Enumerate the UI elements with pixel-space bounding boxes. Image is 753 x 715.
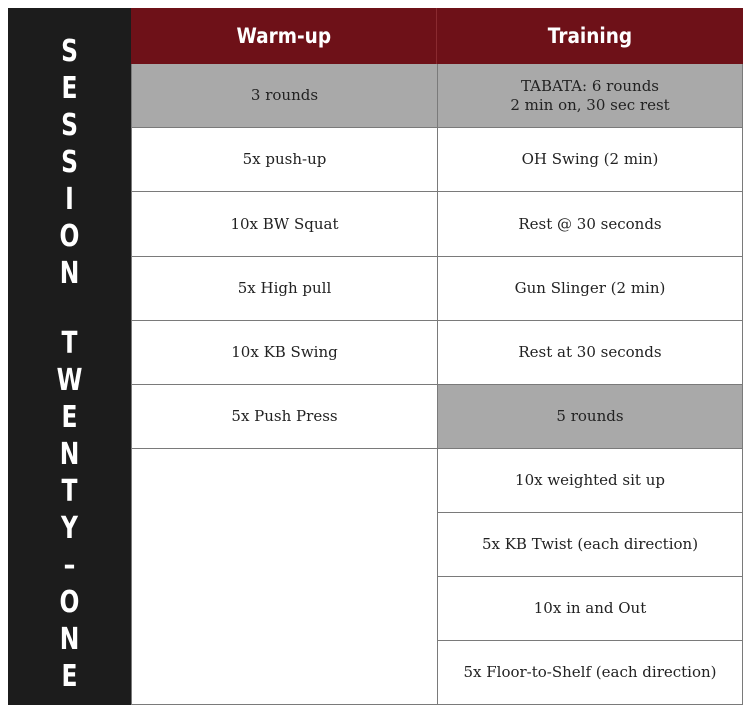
session-title-sidebar bbox=[8, 8, 131, 705]
warmup-row bbox=[131, 257, 437, 321]
training-row bbox=[437, 321, 743, 385]
warmup-row bbox=[131, 128, 437, 192]
title-letter: – bbox=[63, 548, 76, 583]
training-row bbox=[437, 385, 743, 449]
training-row bbox=[437, 641, 743, 705]
training-row bbox=[437, 64, 743, 128]
title-letter: S bbox=[61, 34, 78, 69]
training-row-text bbox=[510, 77, 669, 115]
workout-table bbox=[131, 8, 743, 705]
title-letter: W bbox=[56, 363, 83, 398]
warmup-row-text: 5x High pull bbox=[237, 279, 332, 297]
training-row bbox=[437, 449, 743, 513]
title-letter: E bbox=[61, 71, 78, 106]
warmup-empty-area bbox=[131, 449, 437, 705]
training-row bbox=[437, 128, 743, 192]
title-letter: T bbox=[61, 326, 78, 361]
training-header-label: Training bbox=[547, 24, 633, 48]
title-letter: E bbox=[61, 400, 78, 435]
title-letter: E bbox=[61, 659, 78, 694]
training-row-text: 5x KB Twist (each direction) bbox=[481, 535, 699, 553]
training-row-text: Gun Slinger (2 min) bbox=[514, 279, 666, 297]
training-row-text: 5x Floor-to-Shelf (each direction) bbox=[463, 663, 717, 681]
training-row-text: 10x in and Out bbox=[533, 599, 647, 617]
training-row bbox=[437, 577, 743, 641]
training-row-text: 5 rounds bbox=[556, 407, 624, 425]
training-row-text: OH Swing (2 min) bbox=[521, 150, 659, 168]
title-letter: N bbox=[59, 622, 80, 657]
title-letter: S bbox=[61, 145, 78, 180]
training-row-text: Rest at 30 seconds bbox=[518, 343, 662, 361]
warmup-row-text: 10x KB Swing bbox=[231, 343, 338, 361]
warmup-row bbox=[131, 385, 437, 449]
title-letter: S bbox=[61, 108, 78, 143]
training-row bbox=[437, 257, 743, 321]
warmup-row-text: 10x BW Squat bbox=[230, 214, 339, 233]
title-letter: I bbox=[65, 182, 74, 217]
tabata-line-1: TABATA: 6 rounds bbox=[520, 76, 660, 95]
warmup-row-text: 3 rounds bbox=[250, 86, 319, 104]
title-letter: O bbox=[59, 219, 80, 254]
title-letter: O bbox=[59, 585, 80, 620]
title-letter: Y bbox=[61, 511, 78, 546]
warmup-header-label: Warm-up bbox=[236, 24, 331, 48]
training-row-text: Rest @ 30 seconds bbox=[518, 214, 662, 233]
warmup-row-text: 5x Push Press bbox=[231, 407, 338, 425]
tabata-line-2: 2 min on, 30 sec rest bbox=[510, 95, 670, 114]
title-letter: T bbox=[61, 474, 78, 509]
warmup-row bbox=[131, 192, 437, 257]
training-row-text: 10x weighted sit up bbox=[515, 471, 665, 489]
warmup-row bbox=[131, 64, 437, 128]
training-row bbox=[437, 513, 743, 577]
warmup-row-text: 5x push-up bbox=[242, 150, 327, 168]
warmup-header bbox=[131, 8, 437, 64]
training-header bbox=[437, 8, 743, 64]
training-row bbox=[437, 192, 743, 257]
warmup-row bbox=[131, 321, 437, 385]
title-letter: N bbox=[59, 437, 80, 472]
title-letter: N bbox=[59, 256, 80, 291]
